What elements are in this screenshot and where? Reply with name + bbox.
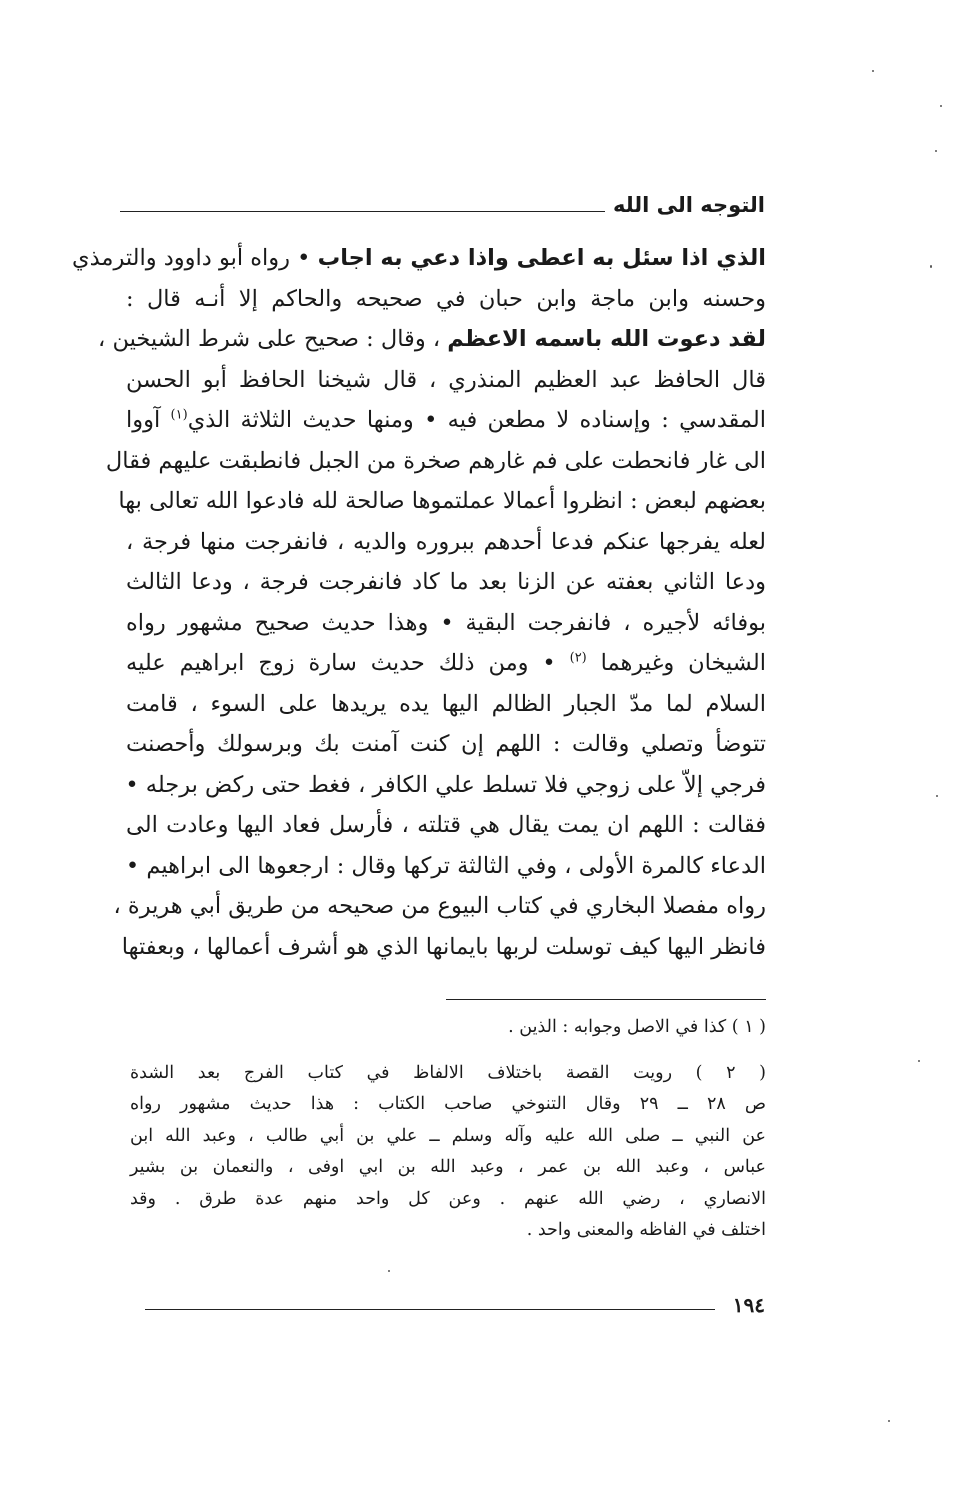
- footnote-2-line: ص ٢٨ ــ ٢٩ وقال التنوخي صاحب الكتاب : هذا حديث مشهور رواه: [130, 1094, 766, 1114]
- text-segment: فقالت : اللهم ان يمت يقال هي قتلته ، فأرسل فعاد اليها وعادت الى: [126, 812, 766, 838]
- text-segment: الى غار فانحطت على فم غارهم صخرة من الجبل فانطبقت عليهم فقال: [105, 447, 766, 474]
- text-line: [118, 481, 766, 522]
- text-line: [126, 522, 766, 563]
- footnote-marker: (١): [170, 407, 188, 423]
- text-line: [126, 279, 766, 320]
- text-line: [126, 603, 766, 644]
- text-segment: رواه مفصلا البخاري في كتاب البيوع من صحيحه من طريق أبي هريرة ،: [113, 893, 766, 919]
- page-number: ١٩٤: [732, 1293, 765, 1317]
- scan-speck: [935, 150, 937, 152]
- footnotes: [130, 1012, 766, 1247]
- text-segment: الدعاء كالمرة الأولى ، وفي الثالثة تركها وقال : ارجعوها الى ابراهيم •: [125, 852, 766, 879]
- text-segment: • ومن ذلك حديث سارة زوج ابراهيم عليه: [126, 650, 570, 676]
- text-segment: فرجي إلاّ على زوجي فلا تسلط علي الكافر ، فغط حتى ركض برجله •: [125, 771, 766, 798]
- text-segment: الشيخان وغيرهما: [586, 650, 766, 676]
- quoted-phrase: الذي اذا سئل به اعطى واذا دعي به اجاب: [317, 245, 766, 271]
- footnote-2-line: الانصاري ، رضي الله عنهم . وعن كل واحد منهم عدة طرق . وقد: [130, 1188, 766, 1209]
- scan-speck: [918, 1060, 920, 1062]
- text-line: [121, 927, 766, 968]
- footnote-2-line: اختلف في الفاظه والمعنى واحد .: [526, 1220, 766, 1240]
- text-segment: بوفائه لأجيره ، فانفرجت البقية • وهذا حديث صحيح مشهور رواه: [126, 609, 766, 636]
- running-header: [120, 180, 765, 216]
- scan-speck: [936, 795, 938, 797]
- scan-speck: [872, 70, 874, 72]
- scan-speck: [388, 1270, 390, 1272]
- text-segment: تتوضأ وتصلي وقالت : اللهم إن كنت آمنت بك وبرسولك وأحصنت: [126, 731, 766, 757]
- footnote-2-line: ( ٢ ) رويت القصة باختلاف الالفاظ في كتاب الفرج بعد الشدة: [130, 1062, 766, 1083]
- text-line: [126, 765, 766, 806]
- text-line: [126, 846, 766, 887]
- text-segment: ، وقال : صحيح على شرط الشيخين ،: [98, 326, 448, 352]
- footnote-2-line: عن النبي ــ صلى الله عليه وآله وسلم ــ علي بن أبي طالب ، وعبد الله ابن: [130, 1125, 766, 1146]
- text-line: [126, 562, 766, 603]
- text-line: [126, 684, 766, 725]
- footnote-separator: [446, 999, 766, 1000]
- text-segment: السلام لما مدّ الجبار الظالم اليها يده يريدها على السوء ، قامت: [126, 690, 766, 717]
- text-segment: لعله يفرجها عنكم فدعا أحدهم ببروره والديه ، فانفرجت منها فرجة ،: [126, 528, 766, 555]
- text-segment: آووا: [126, 407, 171, 433]
- quoted-phrase: لقد دعوت الله باسمه الاعظم: [447, 326, 766, 352]
- page-footer: [132, 1290, 765, 1320]
- text-segment: • رواه أبو داوود والترمذي: [71, 245, 318, 271]
- footnote-2: [130, 1058, 766, 1247]
- scan-speck: [940, 105, 942, 107]
- text-segment: ودعا الثاني بعفته عن الزنا بعد ما كاد فانفرجت فرجة ، ودعا الثالث: [126, 569, 766, 595]
- text-line: [98, 319, 766, 360]
- text-line: [126, 400, 766, 441]
- text-line: [126, 360, 766, 401]
- text-line: [113, 886, 766, 927]
- scan-speck: [888, 1420, 890, 1422]
- header-title: التوجه الى الله: [612, 193, 765, 217]
- header-rule: [120, 211, 605, 212]
- text-line: [126, 643, 766, 684]
- footnote-2-line: عباس ، وعبد الله بن عمر ، وعبد الله بن ابي اوفى ، والنعمان بن بشير: [130, 1157, 766, 1177]
- footnote-marker: (٢): [569, 650, 587, 666]
- text-line: [126, 805, 766, 846]
- footer-rule: [145, 1309, 715, 1310]
- text-segment: قال الحافظ عبد العظيم المنذري ، قال شيخنا الحافظ أبو الحسن: [126, 366, 766, 393]
- text-line: [71, 238, 766, 279]
- text-line: [105, 441, 766, 482]
- text-line: [126, 724, 766, 765]
- text-segment: وحسنه وابن ماجة وابن حبان في صحيحه والحاكم إلا أنـه قال :: [126, 285, 766, 312]
- footnote-1: ( ١ ) كذا في الاصل وجوابه : الذين .: [508, 1017, 766, 1037]
- scan-speck: [930, 265, 932, 268]
- text-segment: فانظر اليها كيف توسلت لربها بايمانها الذي هو أشرف أعمالها ، وبعفتها: [121, 933, 766, 960]
- text-segment: بعضهم لبعض : انظروا أعمالا عملتموها صالحة لله فادعوا الله تعالى بها: [118, 488, 766, 514]
- main-text: [71, 238, 767, 967]
- text-segment: المقدسي : وإسناده لا مطعن فيه • ومنها حديث الثلاثة الذي: [187, 407, 767, 433]
